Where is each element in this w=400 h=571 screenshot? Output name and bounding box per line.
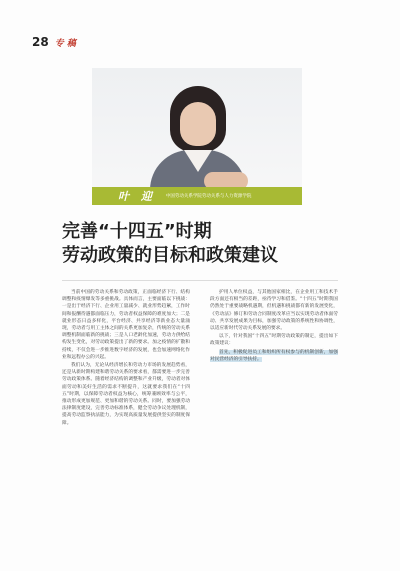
- photo-face: [180, 102, 216, 146]
- title-line-1: 完善“十四五”时期: [62, 221, 212, 242]
- article-title: [62, 220, 278, 268]
- author-affiliation: 中国劳动关系学院劳动关系与人力资源学院: [165, 194, 252, 199]
- section-label: 专 稿: [54, 39, 76, 49]
- body-paragraph: 当前中国的劳动关系和劳动政策，正面临经济下行、结构调整和疫情爆发等多重挑战。具体而言，主要面临以下挑战：一是出于经济下行、企业用工量减少、就业形势趋紧，工作时间和报酬待遇都面临压力，劳动者权益保障的难度加大；二是就业形态日益多样化，平台经济、共享经济等新业态大量涌现，劳动者与用工主体之间的关系更加复杂，传统的劳动关系调整机制面临新的挑战；三是人口老龄化加速，劳动力供给结构发生变化，对劳动政策提出了新的要求。加之疫情的扩散和持续，不仅会进一步推进数字经济的发展，也会加速网络化作业和远程办公的兴起。: [62, 290, 190, 360]
- title-divider: [62, 280, 338, 281]
- body-column-right: [210, 289, 338, 364]
- body-paragraph: 护用人单位权益，与其他国家相比，在企业用工和技术手段方面还有相当的差距，亟待学习和借鉴。“十四五”时期我国仍然处于重要战略机遇期，但机遇和挑战都有新的发展变化，《劳动法》修订和劳动合同制度改革应当以实现劳动者体面劳动、共享发展成果为目标，加强劳动政策的系统性和协调性，以适应新时代劳动关系发展的要求。: [210, 290, 338, 332]
- highlighted-text: 首先，积极促进员工和组织所有权参与的机制创新，加强对民营经济的引导扶持。: [210, 349, 338, 362]
- body-paragraph: 以下，针对我国“十四五”时期劳动政策的制定，提出如下政策建议：: [210, 334, 338, 347]
- body-paragraph: 我们认为，无论从经济增长和劳动力市场的发展趋势看，还是从新时期构建和谐劳动关系的要求看，都需要进一步完善劳动政策体系。随着经济结构的调整和产业升级，劳动者对体面劳动和美好生活的需求不断提升，这就要求我们在“十四五”时期，以保障劳动者权益为核心，统筹兼顾效率与公平，推动形成更加规范、更加和谐的劳动关系。同时，要加强劳动法律制度建设，完善劳动标准体系，健全劳动争议处理机制，提高劳动监察执法能力，为实现高质量发展提供坚实的制度保障。: [62, 363, 190, 426]
- author-photo: [92, 68, 302, 198]
- author-name: 叶 迎: [118, 190, 156, 203]
- author-caption-bar: [92, 187, 302, 205]
- body-paragraph-highlighted: [210, 349, 338, 363]
- page-number: 28: [32, 35, 49, 49]
- page-header: [32, 35, 76, 51]
- body-column-left: [62, 289, 190, 428]
- title-line-2: 劳动政策的目标和政策建议: [62, 245, 278, 266]
